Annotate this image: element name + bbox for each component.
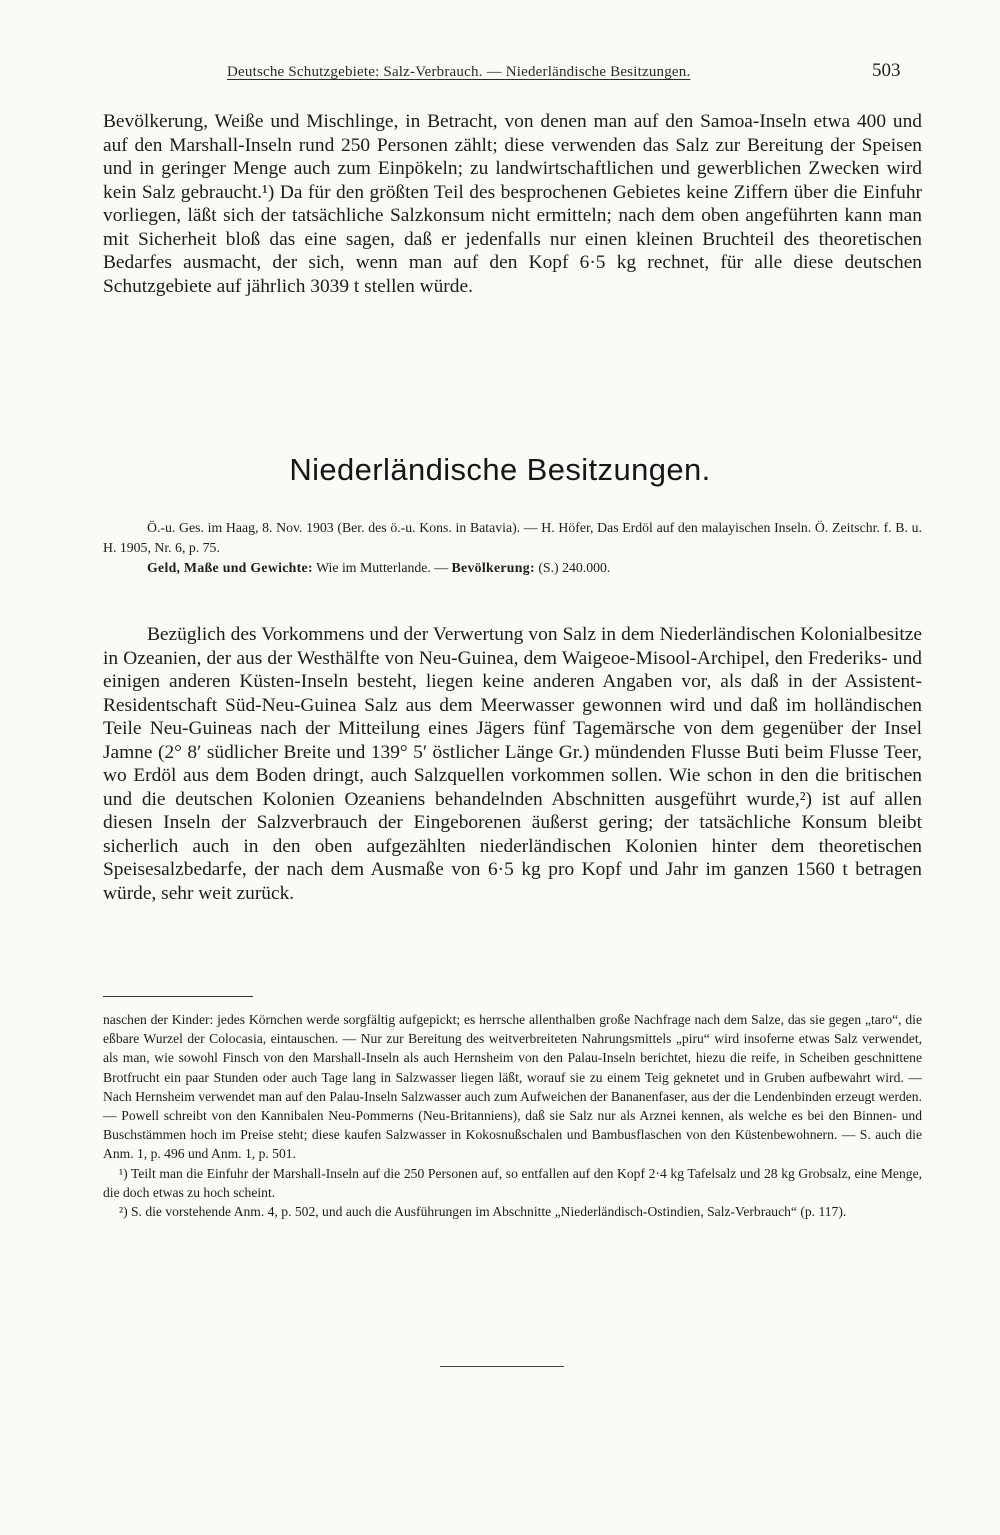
units-text: Wie im Mutterlande. — (316, 560, 449, 575)
end-divider (440, 1366, 564, 1367)
source-reference: Ö.-u. Ges. im Haag, 8. Nov. 1903 (Ber. des ö.-u. Kons. in Batavia). — H. Höfer, Das Erdöl auf den malayischen Inseln. Ö. Zeitschr. f. B. u. H. 1905, Nr. 6, p. 75. (103, 520, 922, 555)
footnote-continuation: naschen der Kinder: jedes Körnchen werde sorgfältig aufgepickt; es herrsche allenthalben große Nachfrage nach dem Salze, das sie gegen „taro“, die eßbare Wurzel der Colocasia, eintauschen. — Nur zur Bereitung des weitverbreiteten Nahrungsmittels „piru“ wird insoferne etwas Salz verwendet, als man, wie sowohl Finsch von den Marshall-Inseln als auch Hernsheim von den Palau-Inseln berichtet, hiezu die reife, in Scheiben geschnittene Brotfrucht ein paar Stunden oder auch Tage lang in Salzwasser liegen läßt, worauf sie zu einem Teig geknetet und in Gruben aufbewahrt wird. — Nach Hernsheim verwendet man auf den Palau-Inseln Salzwasser auch zum Aufweichen der Bananenfaser, aus der die Lendenbinden erzeugt werden. — Powell schreibt von den Kannibalen Neu-Pommerns (Neu-Britanniens), daß sie Salz nur als Arznei kennen, als welche es bei den Binnen- und Buschstämmen hoch im Preise steht; diese kaufen Salzwasser in Kokosnußschalen und Bambusflaschen von den Küstenbewohnern. — S. auch die Anm. 1, p. 496 und Anm. 1, p. 501. (103, 1012, 922, 1162)
units-population-line (147, 558, 907, 578)
footnote-divider (103, 996, 253, 997)
units-label: Geld, Maße und Gewichte: (147, 560, 313, 575)
population-text: (S.) 240.000. (538, 560, 611, 575)
main-paragraph: Bezüglich des Vorkommens und der Verwertung von Salz in dem Niederländischen Kolonialbesitze in Ozeanien, der aus der Westhälfte von Neu-Guinea, dem Waigeoe-Misool-Archipel, den Frederiks- und einigen anderen Küsten-Inseln besteht, liegen keine anderen Angaben vor, als daß in der Assistent-Residentschaft Süd-Neu-Guinea Salz aus dem Meerwasser gewonnen wird und daß im holländischen Teile Neu-Guineas nach der Mitteilung eines Jägers fünf Tagemärsche von dem gegenüber der Insel Jamne (2° 8′ südlicher Breite und 139° 5′ östlicher Länge Gr.) mündenden Flusse Buti beim Flusse Teer, wo Erdöl aus dem Boden dringt, auch Salzquellen vorkommen sollen. Wie schon in den die britischen und die deutschen Kolonien Ozeaniens behandelnden Abschnitten ausgeführt wurde,²) ist auf allen diesen Inseln der Salzverbrauch der Eingeborenen äußerst gering; der tatsächliche Konsum bleibt sicherlich auch in den oben aufgezählten niederländischen Kolonien hinter dem theoretischen Speisesalzbedarfe, der nach dem Ausmaße von 6·5 kg pro Kopf und Jahr im ganzen 1560 t betragen würde, sehr weit zurück. (103, 624, 922, 904)
footnote-2: ²) S. die vorstehende Anm. 4, p. 502, und auch die Ausführungen im Abschnitte „Niederländisch-Ostindien, Salz-Verbrauch“ (p. 117). (119, 1204, 847, 1220)
footnotes-block (103, 1010, 922, 1221)
footnote-1: ¹) Teilt man die Einfuhr der Marshall-Inseln auf die 250 Personen auf, so entfallen auf den Kopf 2·4 kg Tafelsalz und 28 kg Grobsalz, eine Menge, die doch etwas zu hoch scheint. (103, 1165, 922, 1200)
section-heading: Niederländische Besitzungen. (289, 452, 711, 487)
page-number: 503 (872, 60, 901, 81)
population-label: Bevölkerung: (451, 560, 535, 575)
intro-paragraph: Bevölkerung, Weiße und Mischlinge, in Betracht, von denen man auf den Samoa-Inseln etwa 400 und auf den Marshall-Inseln rund 250 Personen zählt; diese verwenden das Salz zur Bereitung der Speisen und in geringer Menge auch zum Einpökeln; zu landwirtschaftlichen und gewerblichen Zwecken wird kein Salz gebraucht.¹) Da für den größten Teil des besprochenen Gebietes keine Ziffern über die Einfuhr vorliegen, läßt sich der tatsächliche Salzkonsum nicht ermitteln; nach dem oben angeführten kann man mit Sicherheit bloß das eine sagen, daß er jedenfalls nur einen kleinen Bruchteil des theoretischen Bedarfes ausmacht, der sich, wenn man auf den Kopf 6·5 kg rechnet, für alle diese deutschen Schutzgebiete auf jährlich 3039 t stellen würde. (103, 111, 922, 297)
running-header: Deutsche Schutzgebiete: Salz-Verbrauch. — Niederländische Besitzungen. (227, 64, 691, 80)
